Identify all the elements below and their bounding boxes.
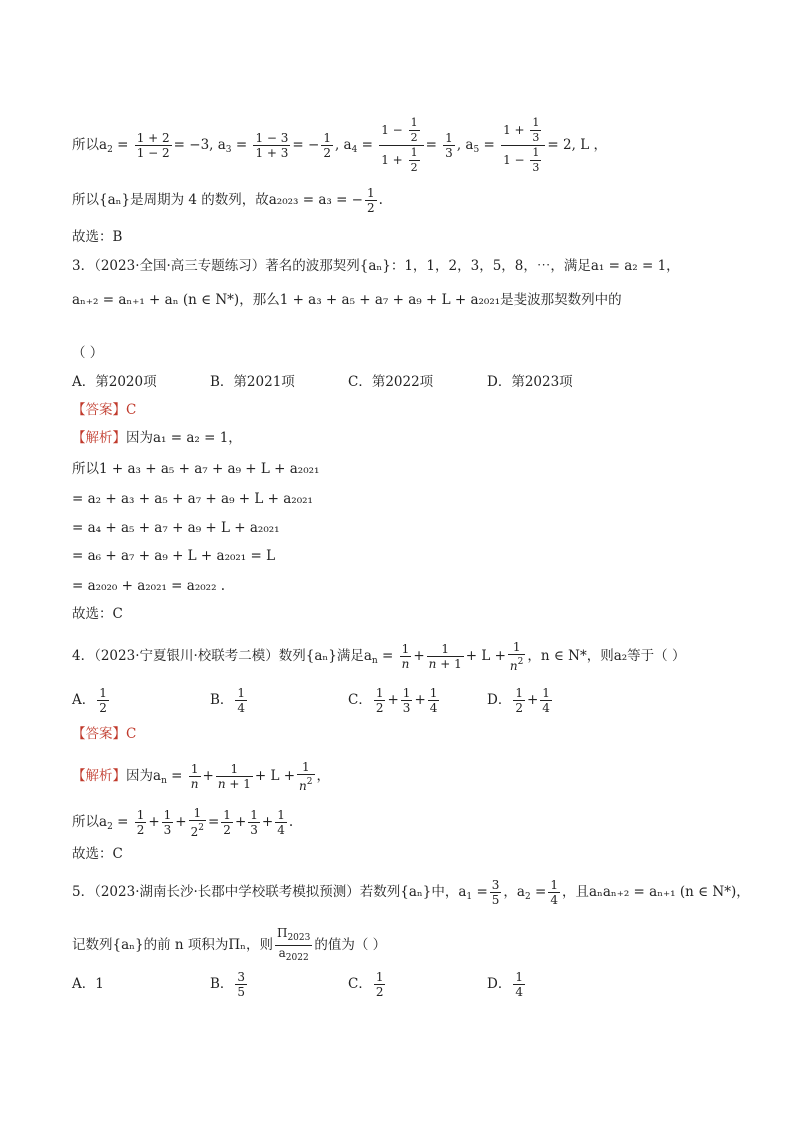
q2-answer: 故选：B	[72, 229, 123, 245]
q4-stem: 4．（2023·宁夏银川·校联考二模）数列{aₙ}满足$a_n$ = $\frac{1}{n}$ + $\frac{1}{n + 1}$ + L + $\frac{1}{n^2}$ ，n ∈ N*，则a₂等于（ ）	[72, 640, 686, 673]
q3-stem-line1: 3．（2023·全国·高三专题练习）著名的波那契列{aₙ}：1，1，2，3，5，8，⋯，满足a₁ = a₂ = 1，	[72, 258, 680, 274]
q4-analysis-line-1: 【解析】因为$a_n$ = $\frac{1}{n}$ + $\frac{1}{n + 1}$ + L + $\frac{1}{n^2}$ ，	[72, 760, 331, 793]
q3-analysis-line-2: 所以1 + a₃ + a₅ + a₇ + a₉ + L + a₂₀₂₁	[72, 461, 320, 477]
q3-analysis-line-1: 【解析】因为a₁ = a₂ = 1，	[72, 430, 242, 446]
q3-analysis-line-5: = a₆ + a₇ + a₉ + L + a₂₀₂₁ = L	[72, 548, 276, 564]
q5-option-d: D． $\frac{1}{4}$	[487, 970, 523, 999]
q3-analysis-line-4: = a₄ + a₅ + a₇ + a₉ + L + a₂₀₂₁	[72, 520, 280, 536]
q3-analysis-label: 【解析】	[72, 430, 126, 446]
q5-stem-line1: 5．（2023·湖南长沙·长郡中学校联考模拟预测）若数列{aₙ}中，$a_1$ = $\frac{3}{5}$ ，$a_2$ = $\frac{1}{4}$ ，且aₙaₙ₊₂ = aₙ₊₁ (n ∈ N*)，	[72, 878, 750, 907]
q3-answer: 【答案】C	[72, 402, 137, 418]
q3-option-a: A．第2020项	[72, 374, 157, 390]
q3-final: 故选：C	[72, 606, 123, 622]
q4-option-c: C． $\frac{1}{2}$ + $\frac{1}{3}$ + $\frac{1}{4}$	[348, 686, 438, 715]
q2-recurrence-line: 所以$a_2$ = $\frac{1 + 2}{1 - 2}$ = −3, $a_3$ = $\frac{1 - 3}{1 + 3}$ = − $\frac{1}{2}$ , $a_4$ = 1 − $\frac{1}{2}$ 1 + $\frac{1}{2}$ = $\frac{1}{3}$ , $a_5$ = 1 + $\frac{1}{3}$ 1 − $\frac{1}{3}$ = 2, L ，	[72, 116, 607, 174]
q5-option-c: C． $\frac{1}{2}$	[348, 970, 384, 999]
q4-option-d: D． $\frac{1}{2}$ + $\frac{1}{4}$	[487, 686, 550, 715]
q3-blank: （ ）	[72, 345, 104, 361]
q4-analysis-label: 【解析】	[72, 768, 126, 784]
q4-answer: 【答案】C	[72, 726, 137, 742]
q4-option-b: B． $\frac{1}{4}$	[210, 686, 246, 715]
q2-period-line: 所以{aₙ}是周期为 4 的数列，故a₂₀₂₃ = a₃ = − $\frac{1}{2}$ .	[72, 186, 383, 215]
q3-analysis-line-3: = a₂ + a₃ + a₅ + a₇ + a₉ + L + a₂₀₂₁	[72, 491, 313, 507]
q3-analysis-line-6: = a₂₀₂₀ + a₂₀₂₁ = a₂₀₂₂ .	[72, 578, 226, 594]
q3-stem-line2: aₙ₊₂ = aₙ₊₁ + aₙ (n ∈ N*)，那么1 + a₃ + a₅ + a₇ + a₉ + L + a₂₀₂₁是斐波那契数列中的	[72, 292, 622, 308]
q5-option-a: A．1	[72, 976, 104, 992]
q4-option-a: A． $\frac{1}{2}$	[72, 686, 107, 715]
q3-option-b: B．第2021项	[210, 374, 295, 390]
q3-option-d: D．第2023项	[487, 374, 573, 390]
q5-option-b: B． $\frac{3}{5}$	[210, 970, 246, 999]
q4-analysis-line-2: 所以$a_2$ = $\frac{1}{2}$ + $\frac{1}{3}$ + $\frac{1}{2^2}$ = $\frac{1}{2}$ + $\frac{1}{3}$ + $\frac{1}{4}$ .	[72, 806, 294, 839]
q4-final: 故选：C	[72, 846, 123, 862]
q3-option-c: C．第2022项	[348, 374, 434, 390]
q5-stem-line2: 记数列{aₙ}的前 n 项积为Πₙ，则 $\frac{\Pi_{2023}}{a_{2022}}$ 的值为（ ）	[72, 926, 387, 963]
